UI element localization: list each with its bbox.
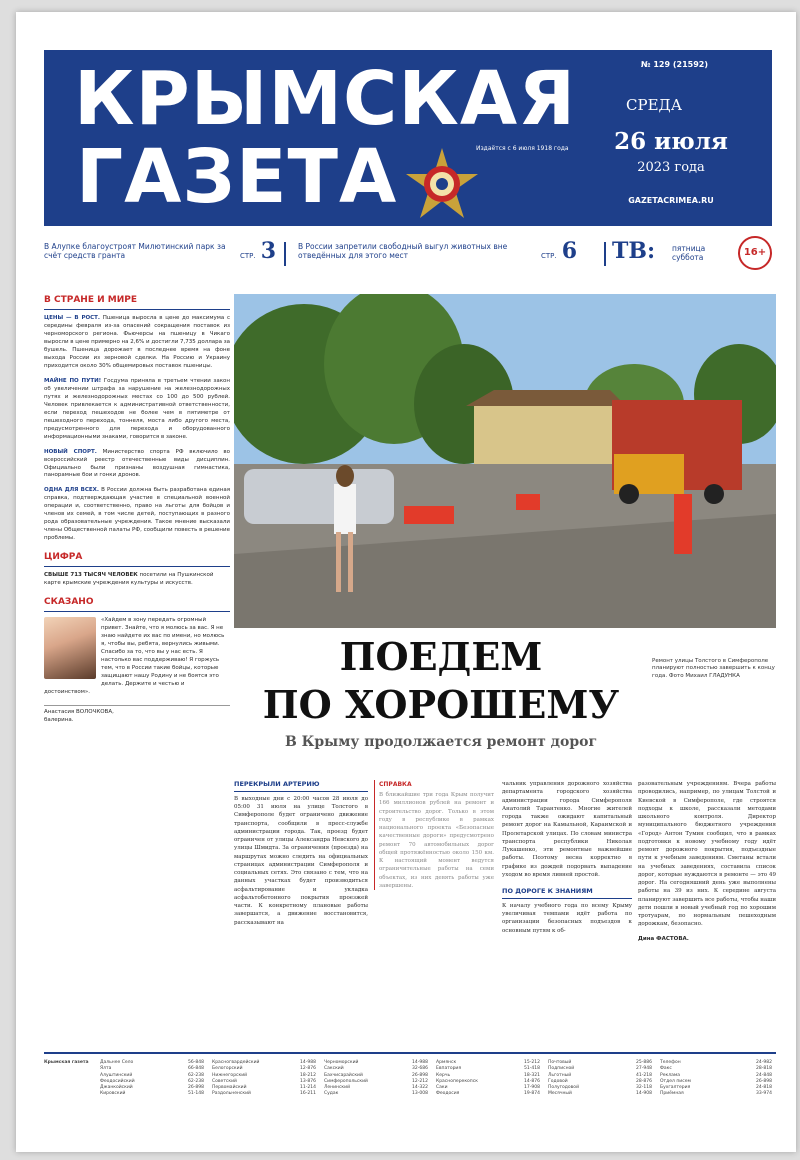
- footer-value: 26-898: [756, 1078, 772, 1084]
- footer-value: 14-988: [412, 1060, 428, 1065]
- footer-label: Почтовый: [548, 1060, 572, 1065]
- footer-column: [212, 1060, 316, 1098]
- quote-author: [44, 705, 230, 725]
- news-list: [44, 315, 230, 543]
- footer-label: Кировский: [100, 1091, 126, 1097]
- footer-label: Джанкойский: [100, 1085, 133, 1091]
- footer-label: Советский: [212, 1078, 237, 1084]
- quote-author-name: Анастасия ВОЛОЧКОВА,: [44, 708, 114, 715]
- tv-day-saturday: суббота: [672, 253, 704, 263]
- footer-label: Феодосия: [436, 1091, 460, 1097]
- footer-column: [324, 1060, 428, 1098]
- footer-label: Дальнее Село: [100, 1060, 134, 1065]
- footer-label: Керчь: [436, 1072, 451, 1078]
- footer-row: [100, 1091, 204, 1097]
- author-portrait: [44, 617, 96, 679]
- footer-label: Симферопольский: [324, 1078, 368, 1084]
- subsection-heading: ПО ДОРОГЕ К ЗНАНИЯМ: [502, 887, 632, 899]
- article-column-1: [234, 780, 368, 1042]
- quote-block: [44, 617, 230, 725]
- footer-value: 12-876: [300, 1066, 316, 1072]
- footer-label: Белогорский: [212, 1066, 243, 1072]
- footer-value: 27-948: [636, 1066, 652, 1072]
- headline-subtitle: В Крыму продолжается ремонт дорог: [284, 734, 598, 750]
- divider: [284, 242, 286, 266]
- photo-caption: Ремонт улицы Толстого в Симферополе планируют полностью завершить к концу года. Фото Михаил ГЛАДУНКА: [652, 658, 775, 679]
- number-head: СВЫШЕ 713 ТЫСЯЧ ЧЕЛОВЕК: [44, 572, 138, 579]
- footer-label: Феодосийский: [100, 1078, 135, 1084]
- number-body: посетили на Пушкинской карте крымские учреждения культуры и искусств.: [44, 572, 214, 587]
- news-body: В России должна быть разработана единая справка, подтверждающая участие в специальной военной операции и, соответственно, право на льготы для бойцов и членов их семей, в том числе детей, поступающих в разного рода образовательные учреждения. Такое мнение высказали члены Общественной палаты РФ, сообщили повесть в решение проблемы.: [44, 487, 230, 542]
- footer-value: 18-321: [524, 1072, 540, 1078]
- page-number: 3: [260, 238, 277, 264]
- footer-value: 24-848: [756, 1072, 772, 1078]
- footer-label: Евпатория: [436, 1066, 462, 1072]
- footer-value: 14-988: [300, 1060, 316, 1065]
- footer-value: 25-886: [636, 1060, 652, 1065]
- page-label: СТР.: [541, 252, 557, 260]
- sidebar: [44, 294, 230, 1044]
- imprint-title: Крымская газета: [44, 1060, 89, 1065]
- footer-value: 32-686: [412, 1066, 428, 1072]
- headline-box: [234, 628, 648, 772]
- footer-row: [212, 1091, 316, 1097]
- website-link[interactable]: GAZETACRIMEA.RU: [628, 196, 714, 205]
- footer-column: [548, 1060, 652, 1098]
- issue-date: 26 июля: [614, 128, 728, 155]
- tv-days: [672, 244, 705, 263]
- order-emblem-icon: [404, 146, 480, 222]
- news-head: МАЙНЕ ПО ПУТИ!: [44, 377, 102, 384]
- footer-label: Годовой: [548, 1078, 568, 1084]
- footer-row: [548, 1091, 652, 1097]
- number-fact: [44, 572, 230, 588]
- headline-line2: ПО ХОРОШЕМУ: [262, 682, 620, 727]
- footer-value: 28-876: [636, 1078, 652, 1084]
- footer-label: Красноперекопск: [436, 1078, 478, 1084]
- reference-text: В ближайшие три года Крым получит 166 миллионов рублей на ремонт и строительство дорог. Только в этом году в республике в рамках национального проекта «Безопасные качественные дороги» предусмотрено ремонт 70 автомобильных дорог общей протяжённостью около 150 км. К настоящий момент ведутся ограничительные работы на семи объектах, из них девять работы уже завершены.: [379, 792, 494, 889]
- footer-column: [660, 1060, 772, 1098]
- news-item: [44, 315, 230, 371]
- road-repair-photo: [234, 294, 776, 628]
- footer-value: 19-874: [524, 1091, 540, 1097]
- founded-note: Издаётся с 6 июля 1918 года: [476, 145, 569, 152]
- footer-row: [324, 1091, 428, 1097]
- newspaper-title-line1: КРЫМСКАЯ: [74, 56, 577, 142]
- footer-label: Раздольненский: [212, 1091, 251, 1097]
- footer-label: Черноморский: [324, 1060, 359, 1065]
- footer-label: Приёмная: [660, 1091, 684, 1097]
- column-text: В выходные дни с 20:00 часов 28 июля до 05:00 31 июля на улице Толстого в Симферополе будет ограничено движение транспорта, сообщили в пресс-службе администрации города. Так, проезд будет ограничен от улицы Александра Невского до улицы Шмидта. За ограничения (проезда) на маршрутах можно следить на официальных страницах администрации Симферополя и социальных сетях. Это связано с тем, что на данных участках будет производиться асфальтирование и укладка асфальтобетонного покрытия проезжей части. К конкретному плановые работы завершатся, а движение восстановится, рассказывают на: [234, 795, 368, 926]
- teaser-animals[interactable]: В России запретили свободный выгул животных вне отведённых для этого мест: [298, 242, 508, 261]
- footer-value: 66-848: [188, 1066, 204, 1072]
- footer-label: Ленинский: [324, 1085, 351, 1091]
- footer-label: Красногвардейский: [212, 1060, 260, 1065]
- footer-value: 17-908: [524, 1085, 540, 1091]
- footer-value: 12-212: [412, 1078, 428, 1084]
- news-item: [44, 449, 230, 481]
- footer-value: 18-212: [300, 1072, 316, 1078]
- weekday: СРЕДА: [626, 96, 683, 114]
- article-column-3: [502, 780, 632, 1042]
- footer-value: 32-118: [636, 1085, 652, 1091]
- section-quote-heading: СКАЗАНО: [44, 596, 230, 612]
- column-text: чальник управления дорожного хозяйства департамента городского хозяйства администрации города Симферополя Анатолий Тарантенко. Многие жителей города также ожидают капитальный ремонт дорог на Камыльной, Караимской и Пролетарской улицах. По словам министра транспорта республики Николая Лукашенко, эти ремонтные важнейшие работы. Поэтому весна корректно в графике из дождей подорвать выпадение уходом во время ливней простой.: [502, 781, 632, 878]
- footer-label: Бахчисарайский: [324, 1072, 363, 1078]
- footer-value: 15-212: [524, 1060, 540, 1065]
- footer-value: 28-818: [756, 1066, 772, 1072]
- footer-label: Телефон: [660, 1060, 681, 1065]
- teaser-page-ref-3: [240, 238, 276, 264]
- footer-label: Алуштинский: [100, 1072, 133, 1078]
- teaser-park[interactable]: В Алупке благоустроят Милютинский парк за счёт средств гранта: [44, 242, 226, 261]
- column-text: К началу учебного года по всему Крыму увеличивая темпами идёт работа по организации безопасных подъездов к основным путям к об-: [502, 902, 632, 934]
- footer-value: 16-211: [300, 1091, 316, 1097]
- footer-value: 14-876: [524, 1078, 540, 1084]
- newspaper-title-line2: ГАЗЕТА: [76, 134, 398, 220]
- age-rating-badge: 16+: [738, 236, 772, 270]
- footer-label: Первомайский: [212, 1085, 247, 1091]
- footer-value: 41-218: [636, 1072, 652, 1078]
- article-column-2: [374, 780, 494, 1042]
- footer-value: 11-214: [300, 1085, 316, 1091]
- footer-row: [436, 1091, 540, 1097]
- footer-value: 56-848: [188, 1060, 204, 1065]
- tv-day-friday: пятница: [672, 244, 706, 253]
- footer-value: 51-148: [188, 1091, 204, 1097]
- footer-value: 26-898: [188, 1085, 204, 1091]
- footer-label: Льготный: [548, 1072, 572, 1078]
- reference-heading: СПРАВКА: [379, 781, 412, 788]
- footer-value: 24-982: [756, 1060, 772, 1065]
- news-item: [44, 487, 230, 543]
- section-number-heading: ЦИФРА: [44, 551, 230, 567]
- issue-year: 2023 года: [637, 160, 705, 175]
- footer-value: 14-908: [636, 1091, 652, 1097]
- subsection-heading: ПЕРЕКРЫЛИ АРТЕРИЮ: [234, 780, 368, 792]
- issue-number: № 129 (21592): [640, 60, 708, 69]
- footer-label: Реклама: [660, 1072, 680, 1078]
- column-text: разовательным учреждениям. Вчера работы проводились, например, по улицам Толстой и Киевской в Симферополе, где строятся подходы к школе, рассказали методами школьного контроля. Директор муниципального бюджетного учреждения «Город» Антон Тумин сообщил, что в рамках подготовки к новому учебному году идёт ремонт дорожного покрытия, подъездные пути к учебным заведениям. Сметаны встали на учебных заведениях, составила список дорог, которые нуждаются в ремонте — это 49 дорог. На сегодняшний день уже выполнены работы на 39 из них. К середине августа планируют завершить все работы, чтобы наши дети пошли в новый учебный год по хорошим тротуарам, по нормальным пешеходным дорожкам, безопасно.: [638, 781, 776, 928]
- tv-label: ТВ:: [612, 238, 656, 264]
- footer-value: 26-898: [412, 1072, 428, 1078]
- divider: [604, 242, 606, 266]
- section-world-heading: В СТРАНЕ И МИРЕ: [44, 294, 230, 310]
- footer-label: Армянск: [436, 1060, 457, 1065]
- footer-label: Факс: [660, 1066, 672, 1072]
- footer-value: 24-818: [756, 1085, 772, 1091]
- footer-value: 62-238: [188, 1072, 204, 1078]
- news-head: ОДНА ДЛЯ ВСЕХ.: [44, 487, 99, 494]
- news-head: ЦЕНЫ — В РОСТ.: [44, 315, 101, 322]
- news-body: Госдума приняла в третьем чтении закон об увеличении штрафа за нарушение на железнодорожных путях и железнодорожных местах со 100 до 500 рублей. Человек привлекается к административной ответственности, если переход пешеходов не более чем в пятиметре от пешеходного перехода, тоннеля, моста либо другого места, предусмотренного для перехода и оборудованного информационными знаками, говорится в законе.: [44, 377, 230, 440]
- footer-row: [660, 1091, 772, 1097]
- footer-label: Саки: [436, 1085, 448, 1091]
- footer-label: Сакский: [324, 1066, 344, 1072]
- teaser-strip: [44, 236, 772, 276]
- page-label: СТР.: [240, 252, 256, 260]
- footer-value: 13-008: [412, 1091, 428, 1097]
- footer-value: 33-974: [756, 1091, 772, 1097]
- quote-author-role: балерина.: [44, 716, 74, 723]
- footer-label: Подписной: [548, 1066, 575, 1072]
- footer-value: 13-876: [300, 1078, 316, 1084]
- article-column-4: [638, 780, 776, 1042]
- footer-label: Полугодовой: [548, 1085, 579, 1091]
- quote-text: «Хайдем в зону передать огромный привет. Знайте, что я молюсь за вас. Я не знаю найдете их вас по имени, но молюсь я, чтобы вы, ребята, вернулись живыми. Спасибо за то, что вы у нас есть. Я настолько вас поддерживаю! Я горжусь тем, что в России такие бойцы, которые защищают нашу Родину и не боятся это делать. Держите и честью и достоинством».: [44, 617, 225, 695]
- footer-label: Отдел писем: [660, 1078, 691, 1084]
- masthead: [44, 50, 772, 226]
- news-item: [44, 378, 230, 442]
- newspaper-page: [16, 12, 796, 1152]
- footer-label: Бухгалтерия: [660, 1085, 691, 1091]
- news-head: НОВЫЙ СПОРТ.: [44, 448, 97, 455]
- teaser-page-ref-6: [541, 238, 577, 264]
- footer-label: Нижнегорский: [212, 1072, 248, 1078]
- footer-column: [436, 1060, 540, 1098]
- page-number: 6: [561, 238, 578, 264]
- footer-value: 62-238: [188, 1078, 204, 1084]
- reference-box: [374, 780, 494, 890]
- article-signature: Дина ФАСТОВА.: [638, 935, 689, 942]
- footer-label: Ялта: [100, 1066, 112, 1072]
- news-body: Министерство спорта РФ включило во всероссийский реестр отечественные виды дисциплин. Официально были признаны воздушная гимнастика, панорамные бои и гонки дронов.: [44, 448, 230, 479]
- footer-value: 51-418: [524, 1066, 540, 1072]
- news-body: Пшеница выросла в цене до максимума с середины февраля из-за опасений сокращения поставок из черноморского региона. Фьючерсы на пшеницу в Чикаго выросли в цене примерно на 2,6% и достигли 7,735 доллара за бушель. Пшеница дорожает в последнее время на фоне выхода России из зерновой сделки. На Россию и Украину приходится около 30% общемировых поставок пшеницы.: [44, 315, 230, 369]
- headline-line1: ПОЕДЕМ: [339, 634, 543, 679]
- footer-value: 14-322: [412, 1085, 428, 1091]
- footer-label: Судак: [324, 1091, 339, 1097]
- footer-label: Месячный: [548, 1091, 572, 1097]
- footer-column: [100, 1060, 204, 1098]
- footer-imprint: [44, 1052, 776, 1134]
